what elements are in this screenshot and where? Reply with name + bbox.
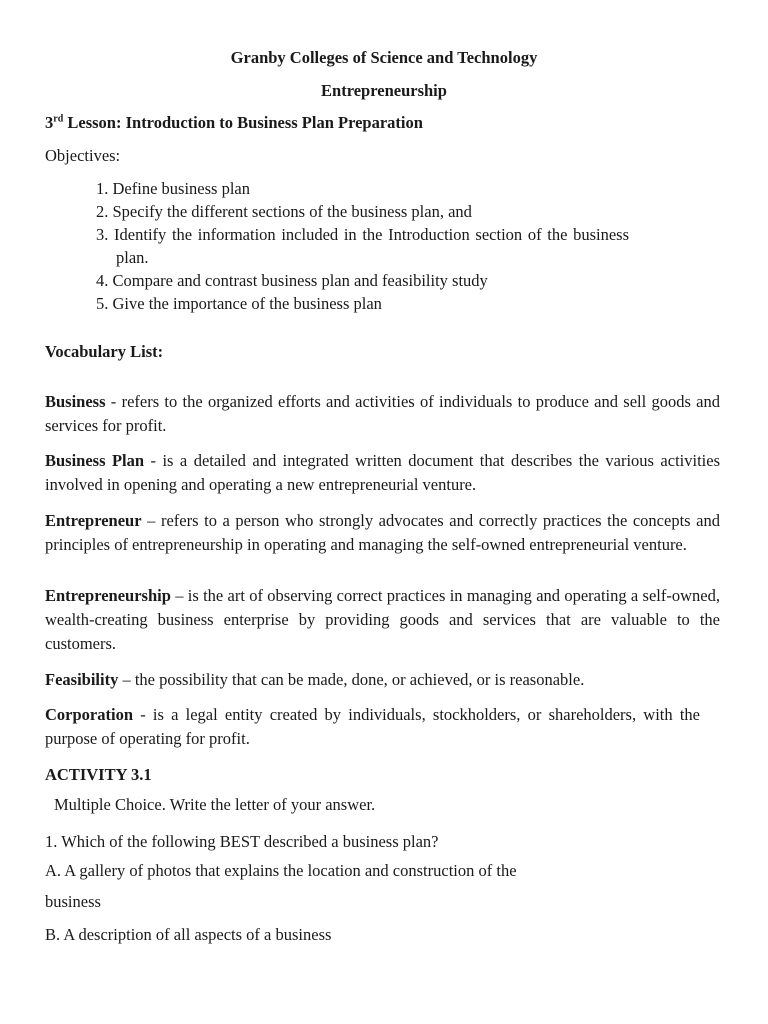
objectives-heading: Objectives: — [45, 146, 121, 165]
question-1-option-b: B. A description of all aspects of a business — [45, 925, 332, 944]
activity-title: ACTIVITY 3.1 — [45, 765, 152, 784]
question-1-option-a-continued: business — [45, 892, 101, 911]
lesson-number-suffix: rd — [53, 113, 64, 125]
objective-number: 3. — [96, 225, 109, 244]
objective-number: 1. — [96, 179, 109, 198]
objective-text: Define business plan — [112, 179, 250, 198]
vocab-definition: - is a legal entity created by individuals, stockholders, or shareholders, with the purpose of operating for profit. — [45, 705, 700, 748]
objective-number: 2. — [96, 202, 109, 221]
objectives-list — [96, 177, 629, 315]
vocab-entry-business-plan — [45, 449, 720, 497]
vocab-term: Entrepreneur — [45, 511, 142, 530]
vocab-entry-entrepreneurship — [45, 584, 720, 656]
activity-instruction: Multiple Choice. Write the letter of your answer. — [54, 795, 376, 814]
objective-text: Give the importance of the business plan — [112, 294, 382, 313]
objective-number: 5. — [96, 294, 109, 313]
objective-item — [96, 292, 629, 315]
vocab-entry-feasibility — [45, 668, 720, 692]
objective-item — [96, 177, 629, 200]
vocab-term: Business Plan — [45, 451, 145, 470]
vocab-entry-entrepreneur — [45, 509, 720, 557]
vocab-term: Business — [45, 392, 106, 411]
vocab-term: Entrepreneurship — [45, 586, 171, 605]
vocab-definition: – refers to a person who strongly advocates and correctly practices the concepts and principles of entrepreneurship in operating and managing the self-owned entrepreneurial venture. — [45, 511, 720, 554]
lesson-number: 3 — [45, 113, 54, 132]
objective-text: Specify the different sections of the business plan, and — [112, 202, 472, 221]
objective-text: Compare and contrast business plan and feasibility study — [112, 271, 488, 290]
objective-item — [96, 200, 629, 223]
vocab-definition: – is the art of observing correct practices in managing and operating a self-owned, wealth-creating business enterprise by providing goods and services that are valuable to the customers. — [45, 586, 720, 653]
vocab-entry-business — [45, 390, 720, 438]
vocab-definition: - refers to the organized efforts and activities of individuals to produce and sell goods and services for profit. — [45, 392, 720, 435]
objective-item — [96, 269, 629, 292]
vocabulary-heading: Vocabulary List: — [45, 342, 164, 361]
vocab-entry-corporation — [45, 703, 700, 751]
subject-title: Entrepreneurship — [321, 81, 447, 100]
question-1: 1. Which of the following BEST described a business plan? — [45, 832, 439, 851]
vocab-definition: - is a detailed and integrated written document that describes the various activities involved in opening and operating a new entrepreneurial venture. — [45, 451, 720, 494]
vocab-term: Feasibility — [45, 670, 119, 689]
question-1-option-a: A. A gallery of photos that explains the location and construction of the — [45, 861, 517, 880]
vocab-term: Corporation — [45, 705, 133, 724]
lesson-title — [45, 111, 423, 135]
objective-item — [96, 223, 629, 269]
objective-text: Identify the information included in the Introduction section of the business plan. — [114, 225, 629, 267]
objective-number: 4. — [96, 271, 109, 290]
lesson-title-text: Lesson: Introduction to Business Plan Preparation — [63, 113, 423, 132]
vocab-definition: – the possibility that can be made, done, or achieved, or is reasonable. — [118, 670, 585, 689]
school-name: Granby Colleges of Science and Technology — [230, 48, 538, 67]
